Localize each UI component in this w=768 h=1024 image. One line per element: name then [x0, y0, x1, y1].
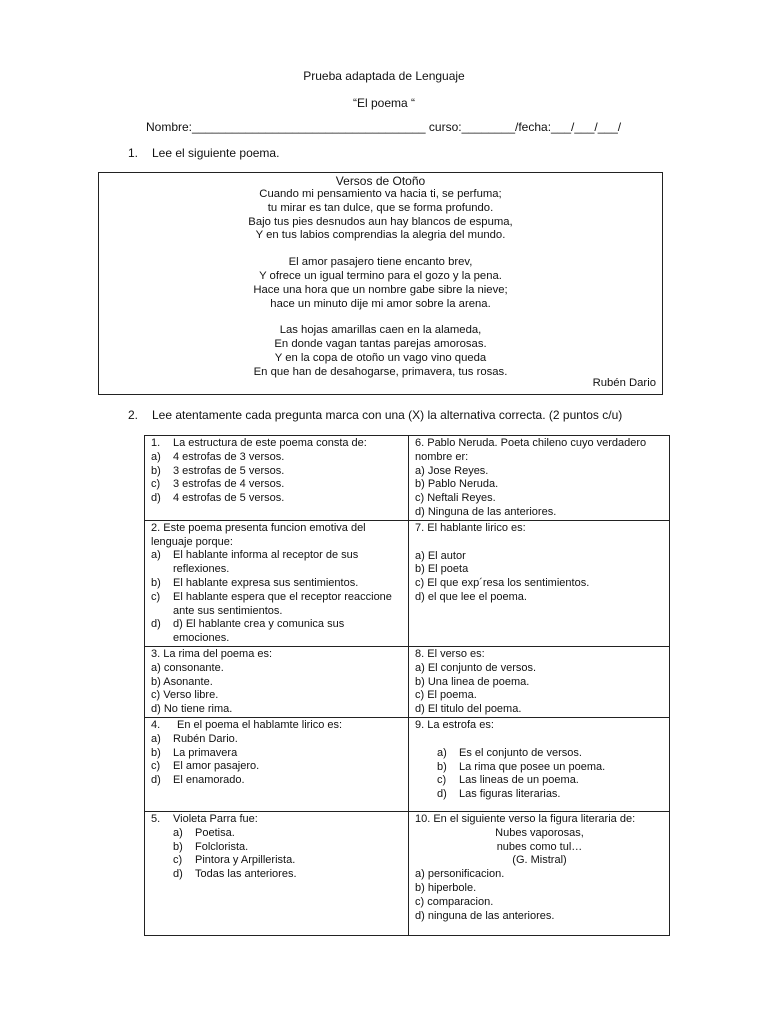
option-item[interactable]: a) 4 estrofas de 3 versos.: [151, 450, 285, 463]
page-subtitle: “El poema “: [352, 96, 416, 110]
table-row: [145, 717, 670, 811]
option-item[interactable]: b) El poeta: [415, 563, 469, 576]
option-item[interactable]: c) 3 estrofas de 4 versos.: [151, 478, 285, 491]
option-item[interactable]: d) d) El hablante crea y comunica sus emociones.: [151, 618, 345, 645]
question-2-text: 2. Este poema presenta funcion emotiva del lenguaje porque:: [151, 521, 366, 548]
table-row: [145, 436, 670, 521]
option-item[interactable]: b) Pablo Neruda.: [415, 478, 499, 491]
option-item[interactable]: c) Verso libre.: [151, 689, 219, 702]
poem-line: En que han de desahogarse, primavera, tus rosas.: [253, 365, 508, 378]
option-item[interactable]: d) El titulo del poema.: [415, 703, 522, 716]
option-item[interactable]: d) El enamorado.: [151, 774, 245, 787]
option-item[interactable]: c) Las lineas de un poema.: [437, 774, 579, 787]
option-item[interactable]: b) Una linea de poema.: [415, 675, 530, 688]
question-1-text: La estructura de este poema consta de:: [173, 437, 367, 449]
option-item[interactable]: a) Jose Reyes.: [415, 464, 489, 477]
instruction-2-number: 2.: [128, 408, 139, 422]
option-item[interactable]: b) La primavera: [151, 746, 238, 759]
option-item[interactable]: a) consonante.: [151, 661, 224, 674]
option-item[interactable]: c) Pintora y Arpillerista.: [173, 854, 296, 867]
question-9-text: 9. La estrofa es:: [415, 718, 494, 731]
table-row: [145, 646, 670, 717]
question-5-cell: [145, 811, 409, 935]
option-item[interactable]: a) El conjunto de versos.: [415, 661, 537, 674]
option-item[interactable]: c) comparacion.: [415, 895, 494, 908]
poem-line: Bajo tus pies desnudos aun hay blancos de espuma,: [248, 215, 513, 228]
poem-line: tu mirar es tan dulce, que se forma profundo.: [267, 201, 494, 214]
question-4-text: En el poema el hablamte lirico es:: [177, 718, 343, 731]
question-7-cell: [409, 520, 670, 646]
poem-author: Rubén Dario: [592, 377, 656, 389]
question-9-cell: [409, 717, 670, 811]
option-item[interactable]: d) Las figuras literarias.: [437, 788, 561, 801]
question-8-text: 8. El verso es:: [415, 647, 485, 660]
question-4-cell: [145, 717, 409, 811]
question-1-cell: [145, 436, 409, 521]
question-6-cell: [409, 436, 670, 521]
option-item[interactable]: c) El amor pasajero.: [151, 760, 260, 773]
instruction-1: [128, 146, 279, 160]
option-item[interactable]: a) El hablante informa al receptor de sus reflexiones.: [151, 549, 359, 576]
verse-line: Nubes vaporosas,: [495, 826, 584, 839]
question-1-heading: 1. La estructura de este poema consta de:: [151, 437, 403, 451]
option-item[interactable]: d) No tiene rima.: [151, 703, 233, 716]
option-item[interactable]: b) El hablante expresa sus sentimientos.: [151, 576, 359, 589]
poem-line: Hace una hora que un nombre gabe sibre la nieve;: [253, 283, 508, 296]
option-item[interactable]: c) El poema.: [415, 689, 477, 702]
option-item[interactable]: d) Ninguna de las anteriores.: [415, 505, 557, 518]
poem-line: hace un minuto dije mi amor sobre la arena.: [270, 297, 491, 310]
page-title: Prueba adaptada de Lenguaje: [303, 69, 465, 83]
instruction-2-text: Lee atentamente cada pregunta marca con una (X) la alternativa correcta. (2 puntos c/u): [152, 408, 623, 422]
table-row: [145, 520, 670, 646]
question-6-text: 6. Pablo Neruda. Poeta chileno cuyo verdadero nombre er:: [415, 437, 647, 463]
instruction-1-text: Lee el siguiente poema.: [152, 146, 280, 160]
question-7-text: 7. El hablante lirico es:: [415, 521, 526, 534]
questions-table: [144, 435, 670, 936]
question-5-heading: 5. Violeta Parra fue:: [151, 813, 403, 827]
question-3-text: 3. La rima del poema es:: [151, 647, 273, 660]
instruction-1-number: 1.: [128, 146, 139, 160]
option-item[interactable]: c) Neftali Reyes.: [415, 492, 496, 505]
option-item[interactable]: c) El que exp´resa los sentimientos.: [415, 577, 590, 590]
name-course-date-line: Nombre:___________________________________ curso:________/fecha:___/___/___/: [146, 120, 622, 134]
poem-box: [98, 172, 663, 395]
option-item[interactable]: b) hiperbole.: [415, 881, 477, 894]
option-item[interactable]: d) Todas las anteriores.: [173, 868, 297, 881]
question-3-cell: [145, 646, 409, 717]
question-5-text: Violeta Parra fue:: [173, 812, 258, 825]
question-4-heading: 4. En el poema el hablamte lirico es:: [151, 719, 403, 733]
option-item[interactable]: a) Poetisa.: [173, 826, 235, 839]
poem-line: El amor pasajero tiene encanto brev,: [288, 256, 473, 269]
table-row: [145, 811, 670, 935]
verse-author: (G. Mistral): [512, 854, 567, 867]
option-item[interactable]: b) Folclorista.: [173, 840, 249, 853]
option-item[interactable]: b) Asonante.: [151, 675, 213, 688]
option-item[interactable]: b) 3 estrofas de 5 versos.: [151, 464, 285, 477]
poem-line: Cuando mi pensamiento va hacia ti, se perfuma;: [259, 188, 502, 200]
option-item[interactable]: d) ninguna de las anteriores.: [415, 909, 555, 922]
question-10-cell: [409, 811, 670, 935]
poem-line: Y ofrece un igual termino para el gozo y la pena.: [259, 269, 502, 282]
question-8-cell: [409, 646, 670, 717]
poem-line: En donde vagan tantas parejas amorosas.: [274, 338, 487, 351]
question-10-text: 10. En el siguiente verso la figura literaria de:: [415, 812, 636, 825]
option-item[interactable]: d) el que lee el poema.: [415, 590, 527, 603]
poem-stanza-1: [99, 188, 662, 243]
option-item[interactable]: b) La rima que posee un poema.: [437, 760, 606, 773]
option-item[interactable]: c) El hablante espera que el receptor reaccione ante sus sentimientos.: [151, 590, 392, 617]
poem-stanza-2: [99, 256, 662, 311]
poem-stanza-3: [99, 324, 662, 379]
option-item[interactable]: a) El autor: [415, 549, 466, 562]
option-item[interactable]: a) personificacion.: [415, 868, 505, 881]
option-item[interactable]: a) Es el conjunto de versos.: [437, 746, 582, 759]
option-item[interactable]: d) 4 estrofas de 5 versos.: [151, 492, 285, 505]
poem-line: Y en tus labios comprendias la alegria del mundo.: [255, 229, 506, 242]
poem-title: Versos de Otoño: [335, 174, 426, 188]
poem-line: Y en la copa de otoño un vago vino queda: [274, 351, 487, 364]
option-item[interactable]: a) Rubén Dario.: [151, 732, 238, 745]
question-2-cell: [145, 520, 409, 646]
verse-line: nubes como tul…: [496, 840, 583, 853]
instruction-2: [128, 408, 748, 422]
poem-line: Las hojas amarillas caen en la alameda,: [279, 324, 482, 337]
